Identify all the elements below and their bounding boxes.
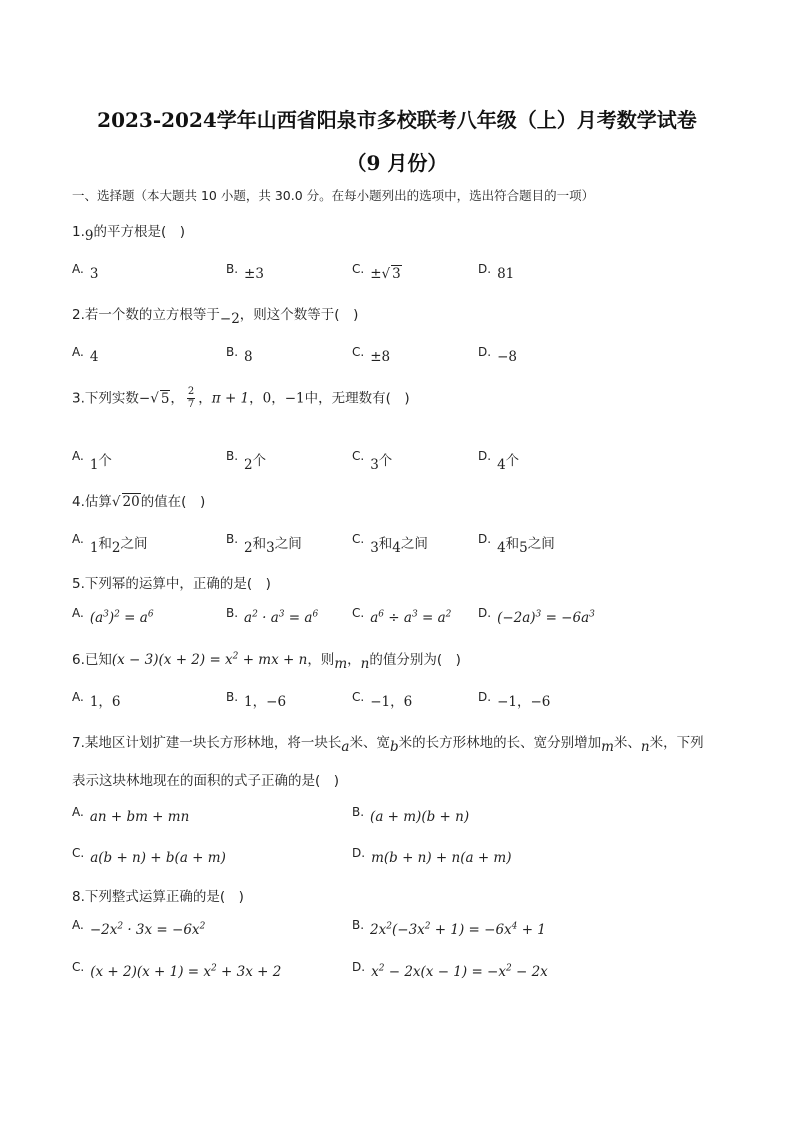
question-5: 5.下列幂的运算中，正确的是( ) xyxy=(72,576,271,592)
q1-option-c[interactable]: C. ±√ 3 xyxy=(352,262,401,282)
question-2: 2.若一个数的立方根等于−2，则这个数等于( ) xyxy=(72,307,359,327)
q6-option-d[interactable]: D. −1，−6 xyxy=(478,690,551,710)
q4-option-d[interactable]: D.4和5之间 xyxy=(478,532,555,556)
q1-option-d[interactable]: D. 81 xyxy=(478,262,515,282)
q6-option-c[interactable]: C. −1，6 xyxy=(352,690,413,710)
q7-option-d[interactable]: D. m(b + n) + n(a + m) xyxy=(352,846,512,866)
q5-option-c[interactable]: C. $a^6 \div a^3 = a^2$ xyxy=(352,606,452,626)
q1-option-b[interactable]: B. ±3 xyxy=(226,262,264,282)
q6-option-a[interactable]: A. 1，6 xyxy=(72,690,121,710)
q4-option-b[interactable]: B.2和3之间 xyxy=(226,532,302,556)
q3-option-c[interactable]: C.3个 xyxy=(352,449,393,473)
q5-option-a[interactable]: A. $(a^3)^2 = a^6$ xyxy=(72,606,154,626)
q2-option-b[interactable]: B. 8 xyxy=(226,345,253,365)
question-8: 8.下列整式运算正确的是( ) xyxy=(72,889,244,905)
q3-option-d[interactable]: D.4个 xyxy=(478,449,520,473)
question-7: 7.某地区计划扩建一块长方形林地，将一块长a米、宽b米的长方形林地的长、宽分别增加m米、n米，下列 xyxy=(72,735,704,755)
question-6: 6.已知$(x - 3)(x + 2) = x^2$ + mx + n，则m，n的值分别为( ) xyxy=(72,651,461,672)
q5-option-d[interactable]: D. $(-2a)^3 = -6a^3$ xyxy=(478,606,595,626)
question-1: 1.9的平方根是( ) xyxy=(72,224,186,244)
q7-option-c[interactable]: C. a(b + n) + b(a + m) xyxy=(72,846,226,866)
q3-option-a[interactable]: A.1个 xyxy=(72,449,112,473)
fraction-2-7: $\frac{2}{7}$ xyxy=(187,386,195,410)
q8-option-b[interactable]: B. $2x^2(-3x^2 + 1) = -6x^4 + 1$ xyxy=(352,918,546,938)
q1-option-a[interactable]: A. 3 xyxy=(72,262,99,282)
exam-subtitle: （9 月份） xyxy=(346,151,448,175)
q7-option-a[interactable]: A. an + bm + mn xyxy=(72,805,190,825)
q4-option-a[interactable]: A.1和2之间 xyxy=(72,532,148,556)
question-4: 4.估算√ 20的值在( ) xyxy=(72,494,206,510)
question-7-line-2: 表示这块林地现在的面积的式子正确的是( ) xyxy=(72,773,340,789)
q2-option-a[interactable]: A. 4 xyxy=(72,345,99,365)
q2-option-d[interactable]: D. −8 xyxy=(478,345,517,365)
question-3: 3.下列实数−√ 5， $\frac{2}{7}$ ，π + 1，0，−1中，无理数有( ) xyxy=(72,386,410,410)
q6-option-b[interactable]: B. 1，−6 xyxy=(226,690,287,710)
q7-option-b[interactable]: B. (a + m)(b + n) xyxy=(352,805,470,825)
q3-option-b[interactable]: B.2个 xyxy=(226,449,267,473)
exam-title: 2023-2024学年山西省阳泉市多校联考八年级（上）月考数学试卷 xyxy=(97,108,697,132)
q4-option-c[interactable]: C.3和4之间 xyxy=(352,532,428,556)
q5-option-b[interactable]: B. $a^2 \cdot a^3 = a^6$ xyxy=(226,606,319,626)
q2-option-c[interactable]: C. ±8 xyxy=(352,345,391,365)
q8-option-d[interactable]: D. $x^2 - 2x(x - 1) = -x^2 - 2x$ xyxy=(352,960,548,980)
q8-option-c[interactable]: C. $(x + 2)(x + 1) = x^2 + 3x + 2$ xyxy=(72,960,282,980)
section-heading: 一、选择题（本大题共 10 小题，共 30.0 分。在每小题列出的选项中，选出符合题目的一项） xyxy=(72,188,595,203)
q8-option-a[interactable]: A. $-2x^2 \cdot 3x = -6x^2$ xyxy=(72,918,206,938)
